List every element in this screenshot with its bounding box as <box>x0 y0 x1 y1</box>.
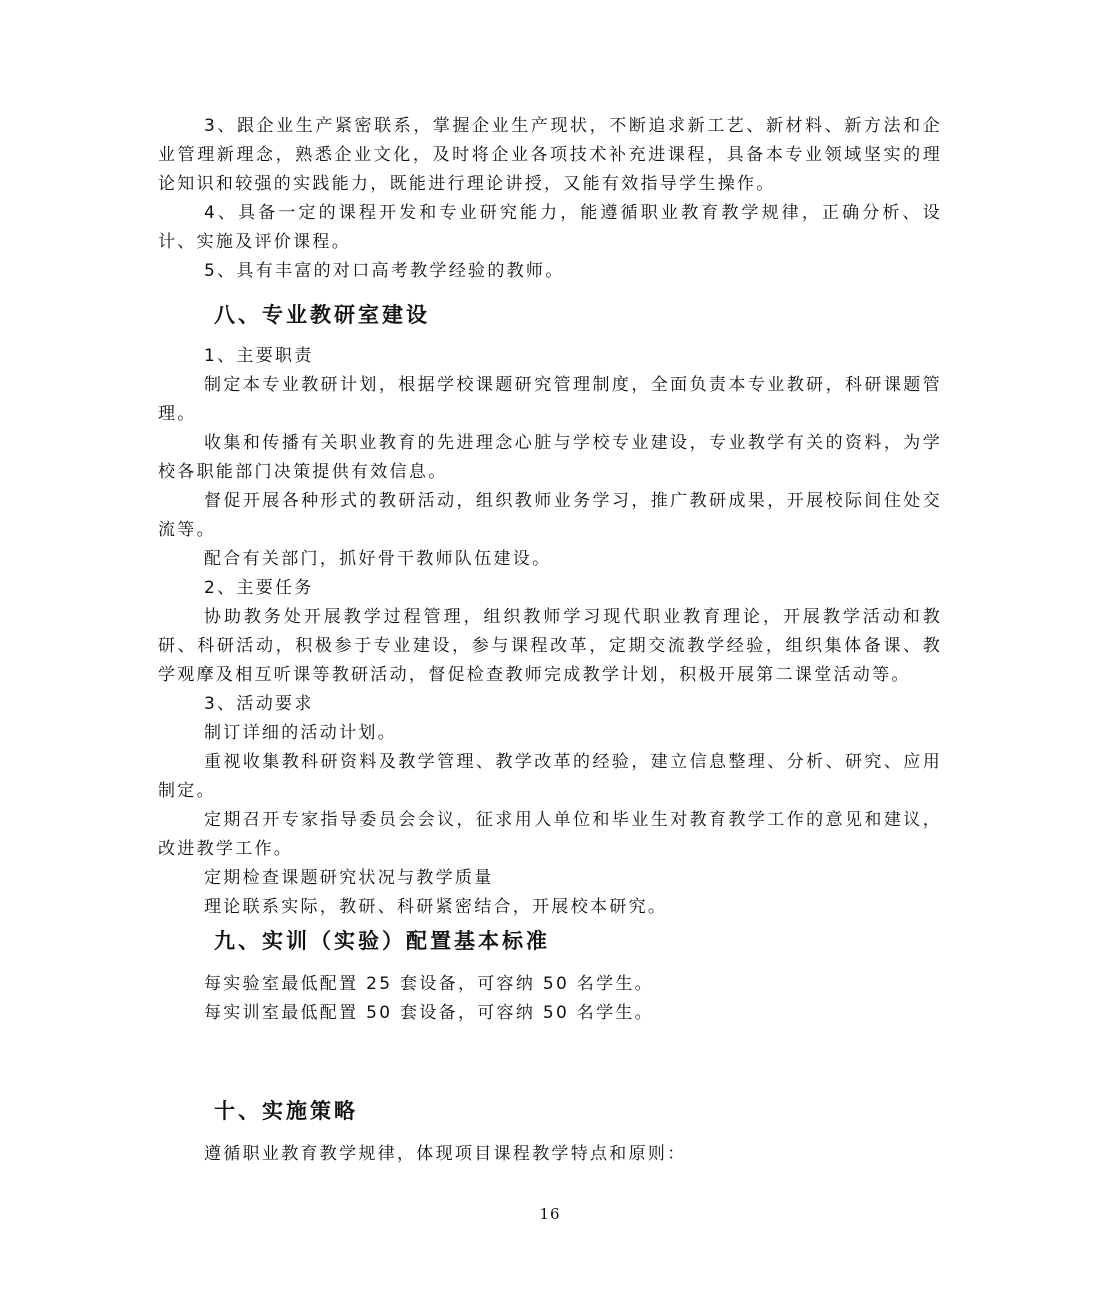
paragraph-duty-4: 配合有关部门，抓好骨干教师队伍建设。 <box>204 549 552 569</box>
paragraph-teacher-req-3: 3、跟企业生产紧密联系，掌握企业生产现状，不断追求新工艺、新材料、新方法和企业管理新理念，熟悉企业文化，及时将企业各项技术补充进课程，具备本专业领域坚实的理论知识和较强的实践能力，既能进行理论讲授，又能有效指导学生操作。 <box>158 116 942 194</box>
paragraph-lab-standard: 每实验室最低配置 25 套设备，可容纳 50 名学生。 <box>204 974 654 994</box>
paragraph-activity-3: 定期召开专家指导委员会会议，征求用人单位和毕业生对教育教学工作的意见和建议，改进教学工作。 <box>158 810 942 859</box>
paragraph-training-standard: 每实训室最低配置 50 套设备，可容纳 50 名学生。 <box>204 1003 654 1023</box>
section-heading-8: 八、专业教研室建设 <box>214 303 430 327</box>
subheading-main-tasks: 2、主要任务 <box>204 578 314 598</box>
paragraph-activity-2: 重视收集教科研资料及教学管理、教学改革的经验，建立信息整理、分析、研究、应用制定。 <box>158 752 942 801</box>
subheading-main-duties: 1、主要职责 <box>204 346 314 366</box>
document-body <box>158 112 942 1169</box>
section-heading-10: 十、实施策略 <box>214 1099 358 1123</box>
paragraph-duty-2: 收集和传播有关职业教育的先进理念心脏与学校专业建设，专业教学有关的资料，为学校各职能部门决策提供有效信息。 <box>158 433 942 482</box>
paragraph-strategy-intro: 遵循职业教育教学规律，体现项目课程教学特点和原则： <box>204 1144 687 1164</box>
paragraph-activity-1: 制订详细的活动计划。 <box>204 723 397 743</box>
paragraph-teacher-req-4: 4、具备一定的课程开发和专业研究能力，能遵循职业教育教学规律，正确分析、设计、实施及评价课程。 <box>158 203 942 252</box>
paragraph-activity-4: 定期检查课题研究状况与教学质量 <box>204 868 494 888</box>
paragraph-activity-5: 理论联系实际，教研、科研紧密结合，开展校本研究。 <box>204 897 668 917</box>
paragraph-teacher-req-5: 5、具有丰富的对口高考教学经验的教师。 <box>204 261 565 281</box>
paragraph-task-1: 协助教务处开展教学过程管理，组织教师学习现代职业教育理论，开展教学活动和教研、科研活动，积极参于专业建设，参与课程改革，定期交流教学经验，组织集体备课、教学观摩及相互听课等教研活动，督促检查教师完成教学计划，积极开展第二课堂活动等。 <box>158 607 942 685</box>
paragraph-duty-3: 督促开展各种形式的教研活动，组织教师业务学习，推广教研成果，开展校际间住处交流等。 <box>158 491 942 540</box>
paragraph-duty-1: 制定本专业教研计划，根据学校课题研究管理制度，全面负责本专业教研，科研课题管理。 <box>158 375 942 424</box>
subheading-activity-req: 3、活动要求 <box>204 694 314 714</box>
page-number: 16 <box>539 1205 561 1223</box>
section-heading-9: 九、实训（实验）配置基本标准 <box>214 929 550 953</box>
